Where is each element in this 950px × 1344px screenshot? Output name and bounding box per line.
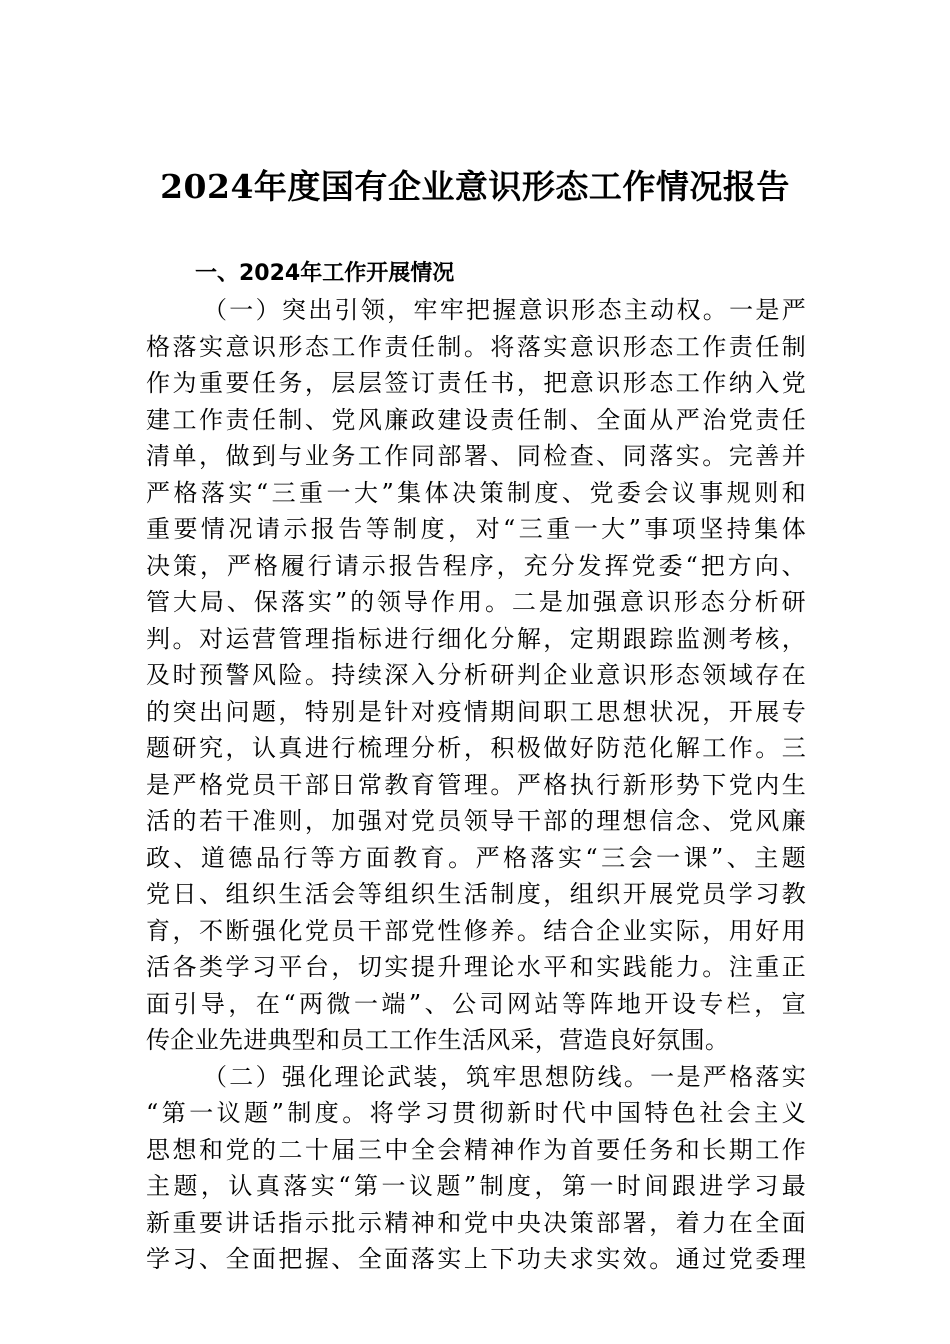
paragraph-line: 管大局、保落实”的领导作用。二是加强意识形态分析研 [146,588,806,616]
paragraph-line: 是严格党员干部日常教育管理。严格执行新形势下党内生 [146,770,806,799]
paragraph-line: 建工作责任制、党风廉政建设责任制、全面从严治党责任 [146,405,806,434]
paragraph-line: 活各类学习平台，切实提升理论水平和实践能力。注重正 [146,953,806,981]
paragraph-line: （一）突出引领，牢牢把握意识形态主动权。一是严 [203,296,806,324]
paragraph-line: 主题，认真落实“第一议题”制度，第一时间跟进学习最 [146,1172,806,1200]
paragraph-line: 育，不断强化党员干部党性修养。结合企业实际，用好用 [146,916,806,945]
paragraph-line: 严格落实“三重一大”集体决策制度、党委会议事规则和 [146,478,806,507]
paragraph-line: 重要情况请示报告等制度，对“三重一大”事项坚持集体 [146,515,806,543]
paragraph-line: 活的若干准则，加强对党员领导干部的理想信念、党风廉 [146,807,806,835]
paragraph-line: 党日、组织生活会等组织生活制度，组织开展党员学习教 [146,880,806,908]
paragraph-line: 的突出问题，特别是针对疫情期间职工思想状况，开展专 [146,697,806,726]
paragraph-line: 面引导，在“两微一端”、公司网站等阵地开设专栏，宣 [146,989,806,1018]
document-title: 2024年度国有企业意识形态工作情况报告 [160,167,790,206]
body-text [146,292,806,1278]
paragraph-line: 格落实意识形态工作责任制。将落实意识形态工作责任制 [146,332,806,361]
paragraph-line: 及时预警风险。持续深入分析研判企业意识形态领域存在 [146,661,806,689]
paragraph-line: 决策，严格履行请示报告程序，充分发挥党委“把方向、 [146,551,806,580]
paragraph-line: 作为重要任务，层层签订责任书，把意识形态工作纳入党 [146,369,806,397]
paragraph-line: 传企业先进典型和员工工作生活风采，营造良好氛围。 [146,1026,730,1054]
paragraph-line: 政、道德品行等方面教育。严格落实“三会一课”、主题 [146,843,806,872]
paragraph-line: “第一议题”制度。将学习贯彻新时代中国特色社会主义 [146,1099,806,1127]
paragraph-line: 新重要讲话指示批示精神和党中央决策部署，着力在全面 [146,1208,806,1237]
paragraph-line: 清单，做到与业务工作同部署、同检查、同落实。完善并 [146,442,806,470]
paragraph-line: 思想和党的二十届三中全会精神作为首要任务和长期工作 [146,1135,806,1164]
paragraph-line: （二）强化理论武装，筑牢思想防线。一是严格落实 [203,1062,806,1091]
section-heading: 一、2024年工作开展情况 [195,261,455,286]
paragraph-line: 题研究，认真进行梳理分析，积极做好防范化解工作。三 [146,734,806,762]
paragraph-line: 学习、全面把握、全面落实上下功夫求实效。通过党委理 [146,1245,806,1273]
paragraph-line: 判。对运营管理指标进行细化分解，定期跟踪监测考核， [146,624,806,653]
